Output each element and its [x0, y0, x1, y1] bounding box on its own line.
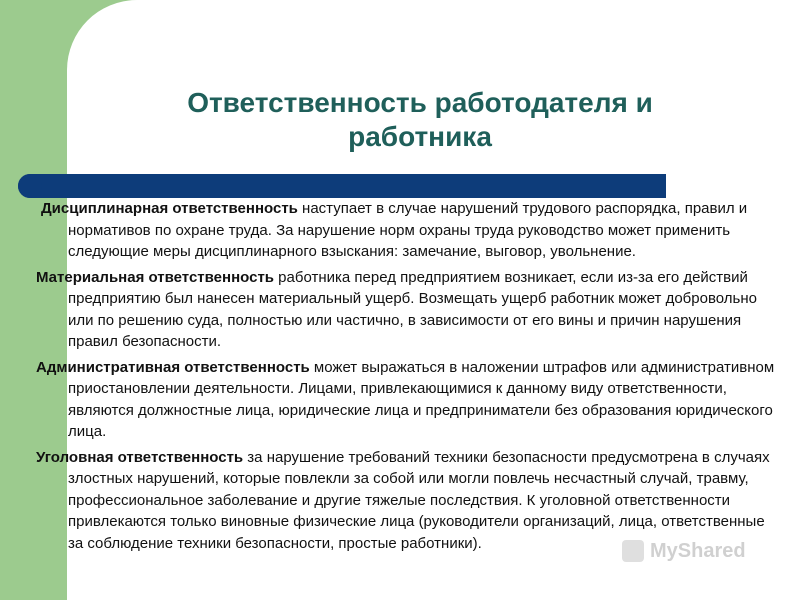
section-text: может выражаться в наложении штрафов или административном приостановлении деятельности. Лицами, привлекающимися к данному виду ответственности, являются должностные лица, юридические лица и предприниматели без образования юридического лица. — [68, 358, 775, 440]
slide-title-line1: Ответственность работодателя и — [187, 87, 653, 118]
section-administrative — [36, 357, 776, 443]
section-material — [36, 267, 776, 353]
slide-title-line2: работника — [348, 121, 492, 152]
section-text: за нарушение требований техники безопасности предусмотрена в случаях злостных нарушений, которые повлекли за собой или могли повлечь несчастный случай, травму, профессиональное заболевание и другие тяжелые последствия. К уголовной ответственности привлекаются только виновные физические лица (руководители организаций, лица, ответственные за соблюдение техники безопасности, простые работники). — [68, 448, 770, 552]
section-heading: Дисциплинарная ответственность — [41, 200, 298, 217]
watermark-logo-icon — [622, 540, 644, 562]
section-disciplinary — [36, 198, 776, 263]
section-text: наступает в случае нарушений трудового распорядка, правил и нормативов по охране труда. За нарушение норм охраны труда руководство может применить следующие меры дисциплинарного взыскания: замечание, выговор, увольнение. — [68, 200, 748, 260]
title-underline-bar — [18, 174, 666, 198]
section-heading: Уголовная ответственность — [36, 448, 244, 466]
slide-body — [36, 198, 776, 558]
section-heading: Материальная ответственность — [36, 268, 275, 286]
slide-title — [100, 86, 740, 154]
section-heading: Административная ответственность — [36, 358, 310, 376]
watermark-text: MyShared — [650, 539, 746, 562]
top-decor-corner — [67, 0, 280, 70]
watermark — [622, 536, 772, 566]
section-text: работника перед предприятием возникает, если из-за его действий предприятию был нанесен материальный ущерб. Возмещать ущерб работник может добровольно или по решению суда, полностью или частично, в зависимости от его вины и причин нарушения правил безопасности. — [68, 268, 757, 350]
title-underline-cap — [18, 174, 42, 198]
